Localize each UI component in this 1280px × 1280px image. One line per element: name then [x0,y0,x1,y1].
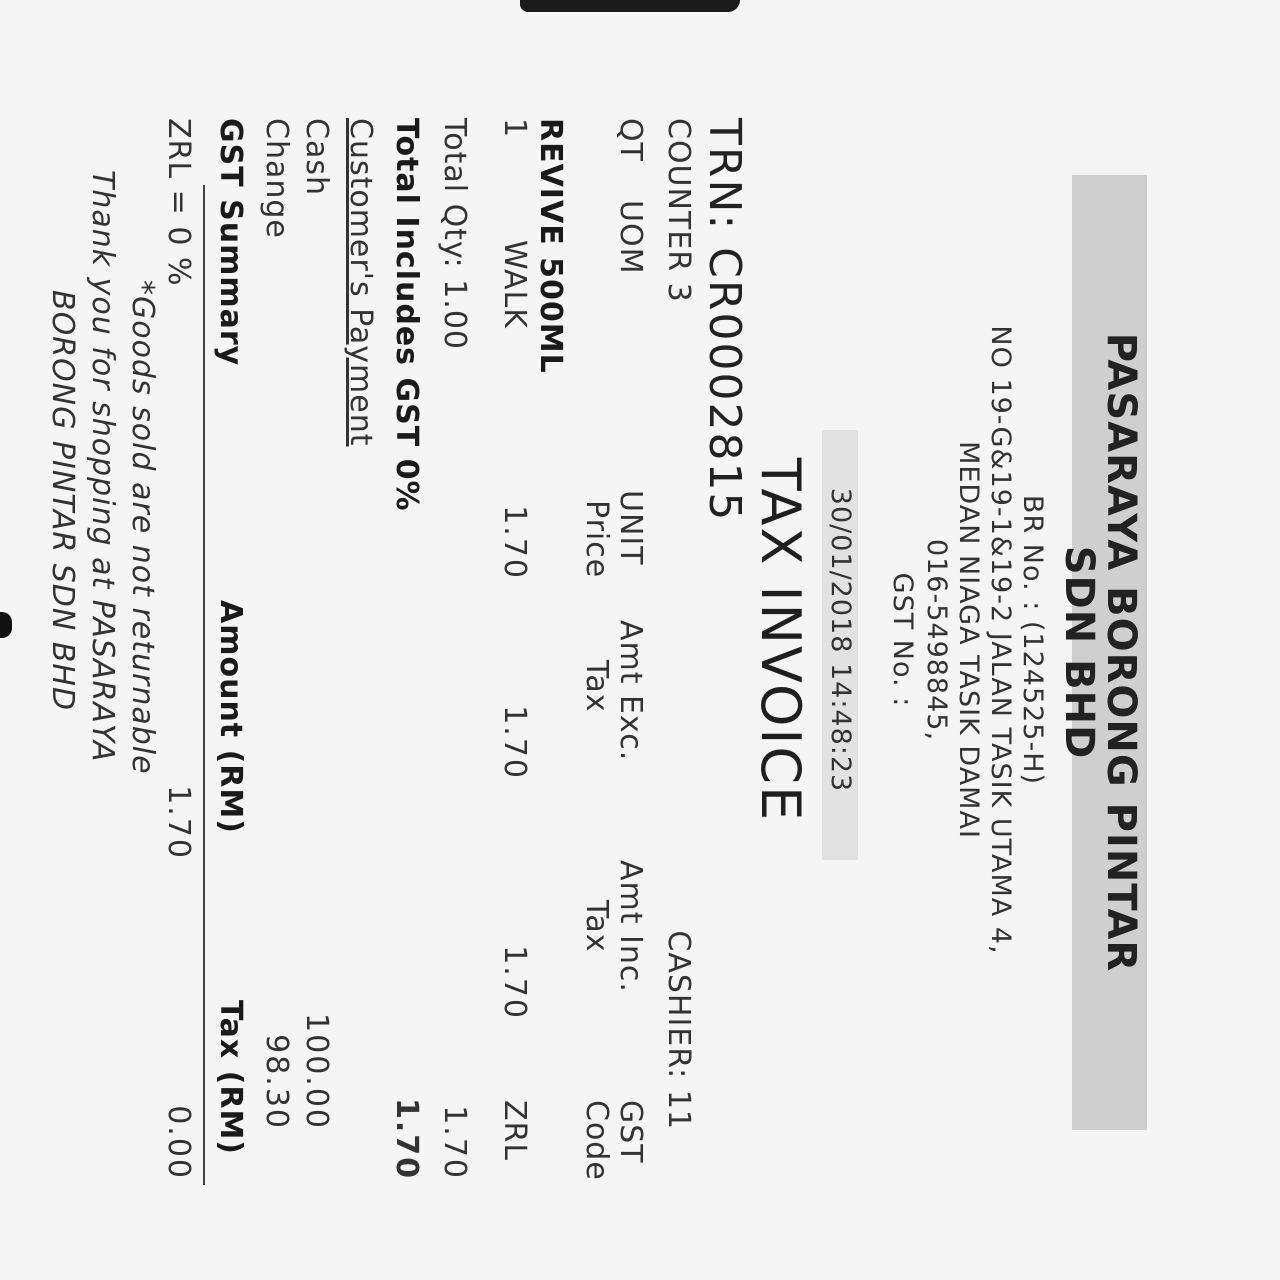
footer-returns-note: *Goods sold are not returnable [125,280,160,775]
payment-heading: Customer's Payment [343,118,378,447]
gst-rate-label: ZRL = 0 % [161,118,196,287]
col-amt-exc-line2: Tax [579,660,614,713]
change-amount: 98.30 [259,1034,294,1130]
col-unit-line2: Price [579,500,614,579]
col-qt: QT [613,118,648,162]
item-uom: WALK [497,240,532,329]
col-gst-line2: Code [579,1100,614,1181]
col-amt-inc-line1: Amt Inc. [613,860,648,993]
cash-label: Cash [299,118,334,196]
cashier-number: CASHIER: 11 [661,930,696,1130]
footer-thanks: Thank you for shopping at PASARAYA [85,170,120,763]
gst-tax-header: Tax (RM) [213,1000,248,1156]
col-uom: UOM [613,200,648,275]
invoice-title: TAX INVOICE [749,457,812,823]
item-name: REVIVE 500ML [533,118,568,374]
trn-number: TRN: CR0002815 [699,118,750,523]
total-qty-amount: 1.70 [437,1105,472,1180]
invoice-datetime: 30/01/2018 14:48:23 [825,487,856,793]
item-amt-exc-tax: 1.70 [497,705,532,780]
cash-amount: 100.00 [299,1013,334,1130]
counter-number: COUNTER 3 [661,118,696,303]
item-qty: 1 [497,118,532,139]
gst-amount: 1.70 [161,785,196,860]
gst-amount-header: Amount (RM) [213,600,248,834]
item-amt-inc-tax: 1.70 [497,945,532,1020]
col-gst-line1: GST [613,1100,648,1164]
change-label: Change [259,118,294,239]
gst-summary-divider [203,185,205,1185]
footer-company: BORONG PINTAR SDN BHD [45,290,80,712]
store-name-line1: PASARAYA BORONG PINTAR [1098,332,1144,973]
item-gst-code: ZRL [497,1100,532,1162]
col-amt-exc-line1: Amt Exc. [613,620,648,762]
total-includes-amount: 1.70 [389,1097,424,1180]
item-unit-price: 1.70 [497,505,532,580]
gst-tax: 0.00 [161,1105,196,1180]
store-phone: 016-5498845, [921,538,952,742]
store-name-line2: SDN BHD [1056,545,1102,760]
total-qty-label: Total Qty: 1.00 [437,118,472,350]
gst-summary-heading: GST Summary [213,118,248,367]
br-number: BR No. : (124525-H) [1017,494,1048,786]
total-includes-label: Total Includes GST 0% [389,118,424,512]
address-line2: MEDAN NIAGA TASIK DAMAI [953,441,984,839]
col-unit-line1: UNIT [613,490,648,566]
gst-number: GST No. : [887,572,918,708]
col-amt-inc-line2: Tax [579,900,614,953]
address-line1: NO 19-G&19-1&19-2 JALAN TASIK UTAMA 4, [985,325,1016,955]
